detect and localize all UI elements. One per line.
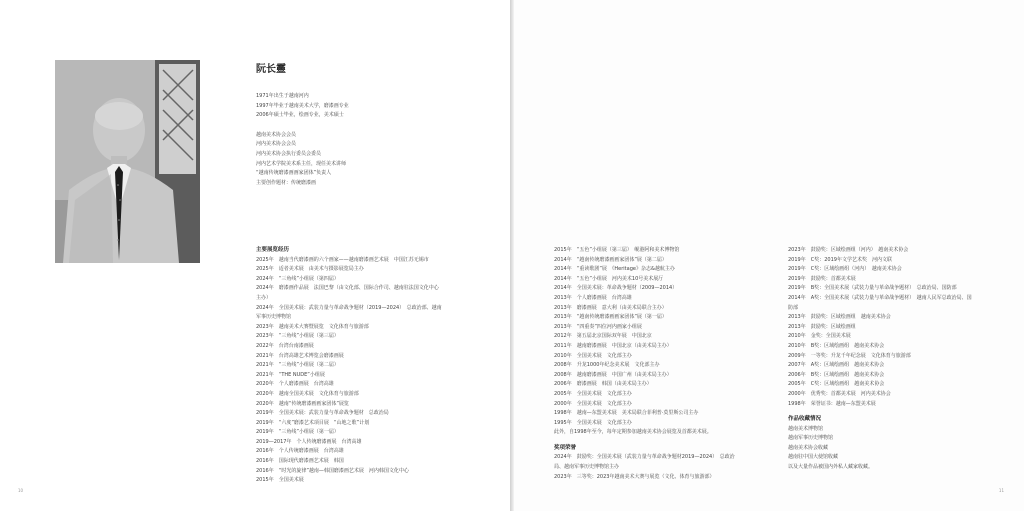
award-line: 局、越南军事历史博物馆主办	[554, 464, 620, 471]
artist-portrait	[55, 60, 200, 263]
bio-line: 河内艺术学院美术系主任，现任美术讲师	[256, 160, 347, 167]
exhibition-line: 2008年 越南磨漆画展 中国广州（由美术局主办）	[554, 371, 672, 378]
award-line: 1998年 荣誉证书：越南—东盟美术展	[788, 400, 876, 407]
exhibition-line: 2024年 磨漆画作品展 法国巴黎（由文化部、国际合作司、越南驻法国文化中心	[256, 285, 439, 292]
portrait-image	[55, 60, 200, 263]
exhibition-line: 军事历史博物馆	[256, 314, 292, 321]
bio-line: 1971年出生于越南河内	[256, 93, 309, 99]
exhibition-line: 2021年 “三角线”小组展（第二届）	[256, 362, 339, 369]
right-page	[514, 0, 1024, 511]
bio-line: 主要创作题材：传统磨漆画	[256, 179, 317, 186]
award-line: 2006年 B奖：区域绘画组 越南美术协会	[788, 371, 885, 378]
exhibition-line: 2015年 “五色”小组展（第三届） 岘港阿和美术博物馆	[554, 247, 680, 253]
exhibition-line: 2019—2017年 个人传统磨漆画展 台湾高雄	[256, 438, 362, 445]
exhibition-line: 2014年 “越南传统磨漆画画家团体”展（第二届）	[554, 256, 667, 263]
award-line: 2019年 C奖：2019年文学艺术奖 河内文联	[788, 256, 892, 263]
collection-line: 越南美术博物馆	[788, 425, 824, 432]
exhibition-line: 2015年 全国美术展	[256, 477, 304, 484]
award-line: 2023年 三等奖：2023年越南美术大赛与展览（文化、体育与旅游部）	[554, 473, 715, 480]
award-line: 2019年 C奖：区域绘画组（河内） 越南美术协会	[788, 266, 902, 273]
exhibition-line: 2016年 个人传统磨漆画展 台湾高雄	[256, 448, 344, 455]
award-line: 2010年 金奖：全国美术展	[788, 333, 851, 340]
exhibition-line: 2013年 个人磨漆画展 台湾高雄	[554, 294, 632, 301]
exhibition-line: 2014年 全国美术展：革命战争题材（2009—2014）	[554, 285, 678, 292]
exhibition-line: 2013年 磨漆画展 意大利（由美术局联合主办）	[554, 304, 667, 311]
exhibition-line: 2020年 个人磨漆画展 台湾高雄	[256, 381, 334, 388]
exhibition-line: 2008年 升龙1000年纪念美术展 文化部主办	[554, 362, 660, 369]
left-page	[0, 0, 510, 511]
exhibition-line: 2010年 全国美术展 文化部主办	[554, 352, 632, 359]
exhibition-line: 2013年 “四重奏”四位河内画家小组展	[554, 323, 642, 330]
collection-line: 越南美术协会收藏	[788, 444, 829, 451]
exhibition-line: 2011年 越南磨漆画展 中国北京（由美术局主办）	[554, 342, 672, 349]
exhibition-line: 2020年 越南“传统磨漆画画家团体”展览	[256, 400, 349, 407]
bio-line: 越南美术协会会员	[256, 131, 297, 138]
exhibition-line: 2019年 全国美术展：武装力量与革命战争题材 总政治局	[256, 410, 389, 417]
collection-line: 越南驻中国大使馆收藏	[788, 454, 839, 461]
exhibitions-list-left	[256, 246, 506, 486]
award-line: 2014年 A奖：全国美术展（武装力量与革命战争题材） 越南人民军总政治局、国	[788, 294, 972, 301]
award-line: 2019年 B奖：全国美术展（武装力量与革命战争题材） 总政治局、国防部	[788, 285, 957, 292]
award-line: 2000年 优秀奖：首都美术展 河内美术协会	[788, 390, 891, 397]
artist-bio	[256, 92, 496, 188]
exhibition-line: 2013年 “越南传统磨漆画画家团体”展（第一届）	[554, 314, 667, 321]
awards-heading: 奖项荣誉	[554, 444, 577, 451]
exhibition-line: 主办）	[256, 294, 272, 301]
page-number-right: 11	[998, 488, 1004, 493]
exhibition-line: 2022年 台湾台南漆画展	[256, 342, 314, 349]
artist-name: 阮长靈	[256, 64, 286, 75]
award-line: 2010年 B奖：区域绘画组 越南美术协会	[788, 342, 885, 349]
collections-heading: 作品收藏情况	[788, 416, 822, 423]
award-line: 2007年 A奖：区域绘画组 越南美术协会	[788, 362, 885, 369]
exhibition-line: 2024年 “三角线”小组展（第四届）	[256, 275, 339, 282]
award-line: 防部	[788, 304, 799, 311]
exhibition-line: 2023年 “三角线”小组展（第三届）	[256, 333, 339, 340]
bio-line: 1997年毕业于越南美术大学，磨漆画专业	[256, 102, 349, 109]
award-line: 2013年 鼓励奖：区域绘画组	[788, 323, 856, 330]
exhibition-line: 2005年 全国美术展 文化部主办	[554, 390, 632, 397]
exhibition-line: 2020年 越南全国美术展 文化体育与旅游部	[256, 390, 359, 397]
exhibition-line: 2021年 “THE NUDE”小组展	[256, 371, 325, 378]
bio-line: 2006年硕士毕业，绘画专业，美术硕士	[256, 112, 344, 119]
exhibition-line: 2019年 “六度”磨漆艺术项目展 “山地之歌”计划	[256, 419, 370, 426]
exhibitions-heading: 主要展览经历	[256, 247, 290, 253]
exhibition-line: 此外，自1998年至今，每年定期参加越南美术协会展览及首都美术展。	[554, 429, 712, 436]
award-line: 2009年 一等奖：升龙千年纪念展 文化体育与旅游部	[788, 352, 911, 359]
exhibition-line: 2019年 “三角线”小组展（第一届）	[256, 429, 339, 436]
award-line: 2024年 鼓励奖：全国美术展（武装力量与革命战争题材2019—2024） 总政治	[554, 454, 735, 461]
exhibition-line: 2016年 “时光的旋律”越南—韩国磨漆画艺术展 河内韩国文化中心	[256, 467, 409, 474]
exhibition-line: 2021年 台湾高雄艺术博览会磨漆画展	[256, 352, 344, 359]
bio-line: 河内美术协会执行委员会委员	[256, 150, 322, 157]
exhibition-line: 2024年 全国美术展：武装力量与革命战争题材（2019—2024） 总政治部、越南	[256, 304, 442, 311]
exhibition-line: 2025年 越南当代磨漆画的六个画家——越南磨漆画艺术展 中国江苏无锡市	[256, 256, 429, 263]
exhibition-line: 2016年 国际现代磨漆画艺术展 韩国	[256, 458, 344, 465]
exhibition-line: 1995年 全国美术展 文化部主办	[554, 419, 632, 426]
award-line: 2005年 C奖：区域绘画组 越南美术协会	[788, 381, 885, 388]
exhibition-line: 2023年 越南美术大赛暨展览 文化体育与旅游部	[256, 323, 369, 330]
award-line: 2013年 鼓励奖：区域绘画组 越南美术协会	[788, 314, 891, 321]
exhibition-line: 2014年 “五色”小组展 河内美术10号美术展厅	[554, 275, 664, 282]
bio-line: 河内美术协会会员	[256, 141, 297, 148]
exhibition-line: 2014年 “重读歌剧”展 《Heritage》杂志&越航主办	[554, 266, 675, 273]
page-number-left: 10	[18, 488, 24, 493]
award-line: 2019年 鼓励奖：首都美术展	[788, 275, 856, 282]
exhibition-line: 2012年 第五届北京国际双年展 中国北京	[554, 333, 652, 340]
exhibition-line: 2006年 磨漆画展 韩国（由美术局主办）	[554, 381, 652, 388]
exhibition-line: 1998年 越南—东盟美术展 美术局联合菲利普·莫里斯公司主办	[554, 410, 699, 417]
awards-list-right	[788, 246, 1018, 473]
collection-line: 越南军事历史博物馆	[788, 435, 834, 442]
exhibition-line: 2025年 适者美术展 由美术与摄影展览局主办	[256, 266, 364, 273]
bio-line: “越南传统磨漆画画家团体”负责人	[256, 170, 332, 177]
award-line: 2023年 鼓励奖：区域绘画组（河内） 越南美术协会	[788, 247, 909, 253]
exhibitions-list-right	[554, 246, 784, 482]
exhibition-line: 2000年 全国美术展 文化部主办	[554, 400, 632, 407]
collection-line: 以及大量作品被国内外私人藏家收藏。	[788, 464, 874, 471]
